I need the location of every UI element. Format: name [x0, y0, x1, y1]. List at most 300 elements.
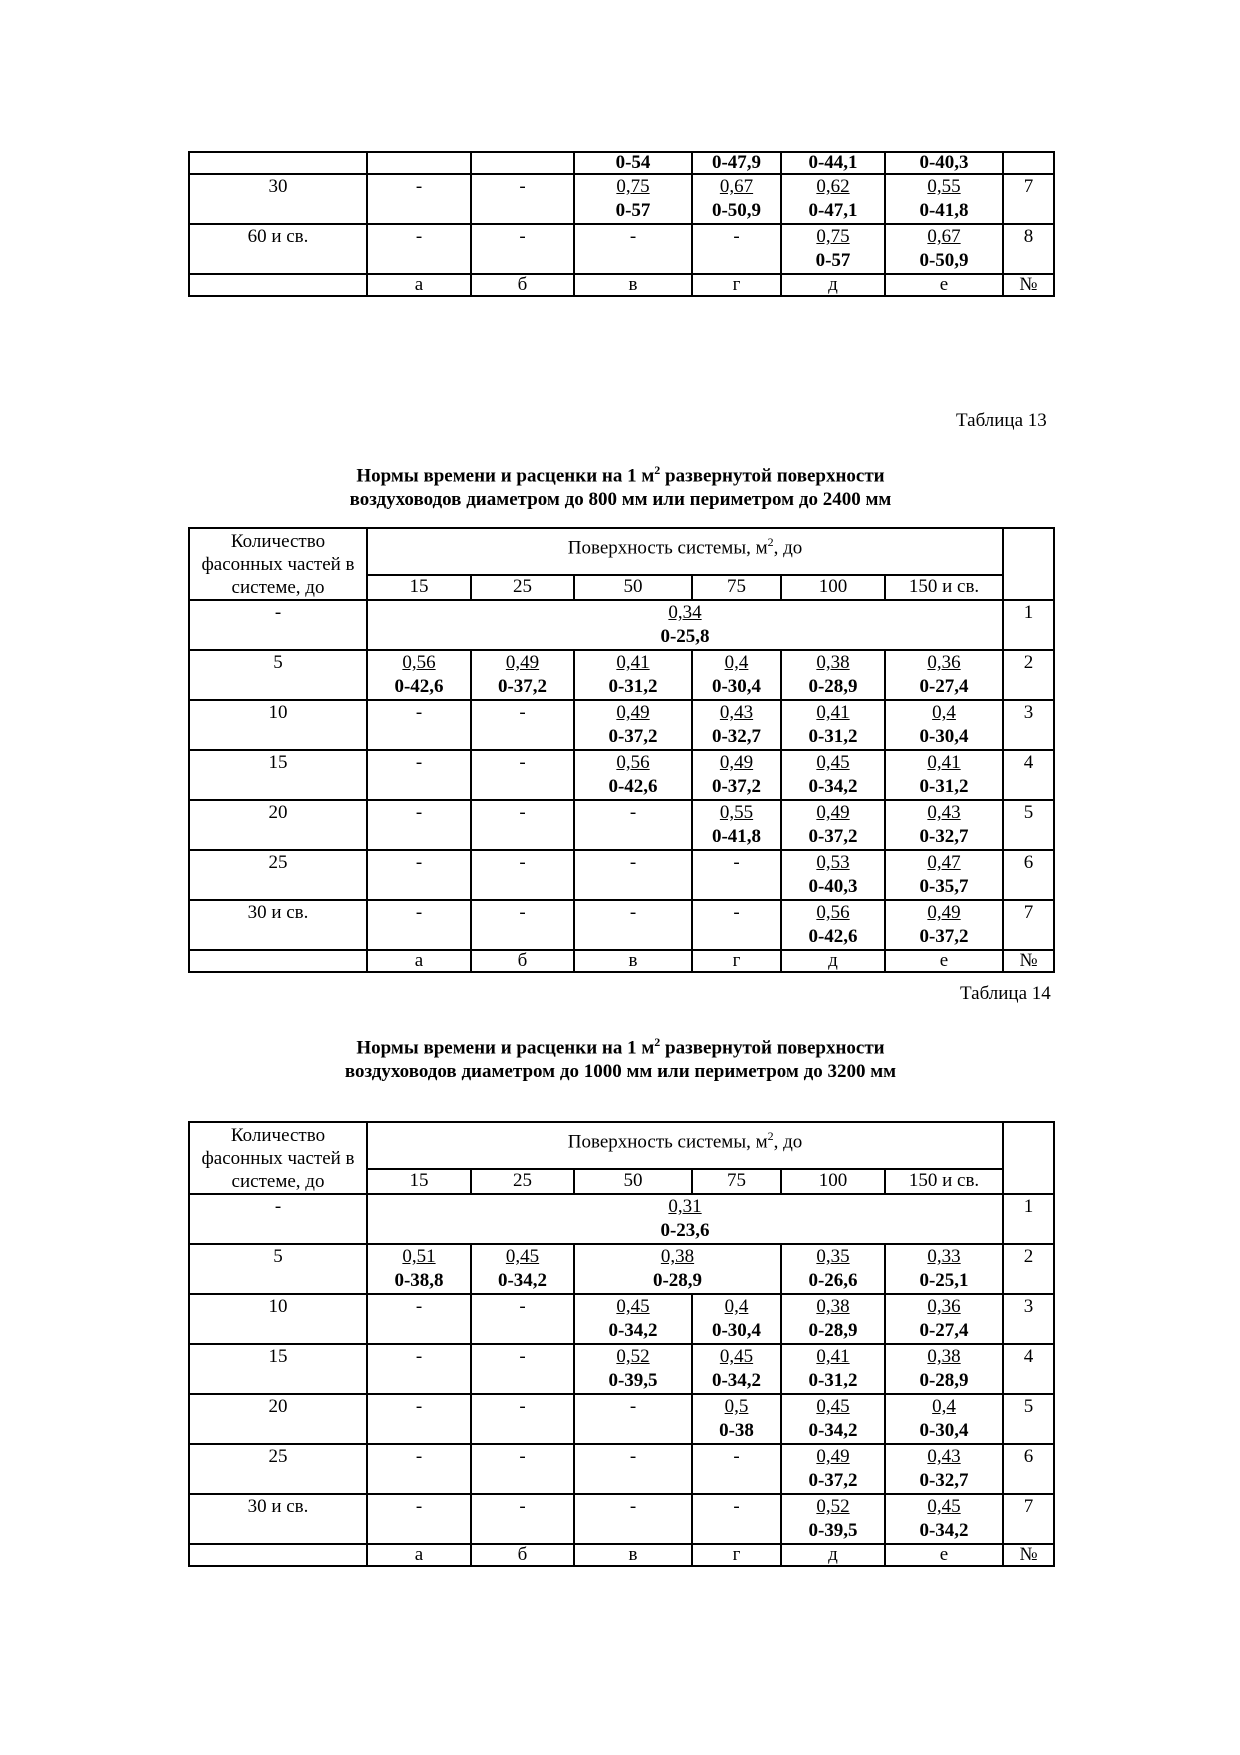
table-13-title: Нормы времени и расценки на 1 $м^2$ развернутой поверхности воздуховодов диаметром до 800 мм или периметром до 2400 мм	[349, 463, 892, 511]
norm-time-value: 0,49	[719, 752, 754, 773]
row-label-cell: 10	[189, 700, 367, 750]
rate-value: 0-40,3	[919, 152, 969, 173]
rate-value: 0-30,4	[711, 676, 762, 697]
value-cell	[471, 1344, 574, 1394]
value-cell	[367, 900, 471, 950]
table-row	[189, 224, 1054, 274]
rate-value: 0-42,6	[394, 676, 444, 697]
value-cell	[367, 850, 471, 900]
dash-value: -	[519, 1446, 526, 1467]
rate-value: 0-50,9	[711, 200, 762, 221]
norm-time-value: 0,49	[616, 702, 650, 723]
norm-time-value: 0,45	[616, 1296, 650, 1317]
norm-time-value: 0,52	[616, 1346, 650, 1367]
surface-column-header: 75	[692, 1169, 781, 1194]
value-cell	[885, 850, 1003, 900]
rate-value: 0-57	[815, 250, 851, 271]
value-cell	[471, 900, 574, 950]
dash-value: -	[415, 852, 423, 873]
table-row	[189, 600, 1054, 650]
rate-value: 0-34,2	[919, 1520, 969, 1541]
row-number-cell: 1	[1003, 1194, 1054, 1244]
rate-value: 0-37,2	[608, 726, 658, 747]
column-letter: г	[692, 1544, 781, 1566]
value-cell	[367, 800, 471, 850]
norm-time-value: 0,38	[927, 1346, 961, 1367]
norm-time-value: 0,41	[927, 752, 961, 773]
dash-value: -	[519, 702, 526, 723]
empty-cell	[189, 950, 367, 972]
rate-value: 0-32,7	[919, 1470, 969, 1491]
rate-value: 0-40,3	[808, 876, 858, 897]
row-number-cell: 4	[1003, 1344, 1054, 1394]
column-letter-row	[189, 274, 1054, 296]
table-row	[189, 1444, 1054, 1494]
dash-value: -	[629, 226, 637, 247]
row-number-cell: 7	[1003, 900, 1054, 950]
header-surface-text: Поверхность системы, м	[567, 1131, 768, 1153]
norm-time-value: 0,67	[927, 226, 961, 247]
value-cell	[574, 850, 692, 900]
norm-time-value: 0,55	[719, 802, 754, 823]
header-number-cell	[1003, 528, 1054, 600]
dash-value: -	[629, 1446, 637, 1467]
value-cell	[781, 800, 885, 850]
header-surface	[367, 1122, 1003, 1169]
rate-value: 0-41,8	[919, 200, 969, 221]
value-cell	[367, 750, 471, 800]
dash-value: -	[519, 752, 526, 773]
norm-time-value: 0,38	[816, 1296, 850, 1317]
value-cell	[692, 850, 781, 900]
dash-value: -	[519, 902, 526, 923]
table-row	[189, 1344, 1054, 1394]
table-13	[188, 527, 1055, 973]
value-cell	[367, 174, 471, 224]
dash-value: -	[519, 1496, 526, 1517]
row-number-cell: 3	[1003, 1294, 1054, 1344]
row-number-cell: 2	[1003, 1244, 1054, 1294]
dash-value: -	[733, 852, 740, 873]
value-cell	[574, 224, 692, 274]
value-cell	[471, 800, 574, 850]
dash-value: -	[629, 1496, 637, 1517]
row-number-cell: 4	[1003, 750, 1054, 800]
value-cell	[781, 900, 885, 950]
surface-column-header: 100	[781, 1169, 885, 1194]
rate-value: 0-37,2	[919, 926, 969, 947]
value-cell	[367, 600, 1003, 650]
row-label-cell: 25	[189, 850, 367, 900]
value-cell	[367, 1394, 471, 1444]
column-letter: е	[885, 274, 1003, 296]
value-cell	[471, 700, 574, 750]
value-cell	[692, 750, 781, 800]
row-label-cell: 30 и св.	[189, 900, 367, 950]
row-number-cell: 3	[1003, 700, 1054, 750]
dash-value: -	[519, 1346, 526, 1367]
table-12-continuation	[188, 151, 1055, 297]
norm-time-value: 0,36	[927, 1296, 961, 1317]
row-label-cell: 20	[189, 800, 367, 850]
row-label-cell: 20	[189, 1394, 367, 1444]
value-cell	[885, 1244, 1003, 1294]
row-label-cell: 5	[189, 650, 367, 700]
rate-value: 0-47,1	[808, 200, 858, 221]
value-cell	[471, 1494, 574, 1544]
column-letter: в	[574, 1544, 692, 1566]
norm-time-value: 0,51	[402, 1246, 436, 1267]
dash-value: -	[415, 802, 423, 823]
value-cell	[471, 750, 574, 800]
table-row	[189, 152, 1054, 174]
rate-value: 0-28,9	[808, 676, 858, 697]
header-surface	[367, 528, 1003, 575]
norm-time-value: 0,75	[616, 176, 650, 197]
value-cell	[885, 1344, 1003, 1394]
row-number-cell: 8	[1003, 224, 1054, 274]
value-cell	[885, 224, 1003, 274]
column-letter-row	[189, 1544, 1054, 1566]
header-surface-text: Поверхность системы, м	[567, 537, 768, 559]
dash-value: -	[519, 176, 526, 197]
value-cell	[692, 224, 781, 274]
value-cell	[781, 850, 885, 900]
value-cell	[471, 1294, 574, 1344]
value-cell	[781, 174, 885, 224]
value-cell	[574, 900, 692, 950]
value-cell	[885, 1394, 1003, 1444]
row-number-cell: 5	[1003, 1394, 1054, 1444]
dash-value: -	[415, 752, 423, 773]
table-row	[189, 700, 1054, 750]
header-row	[189, 1122, 1054, 1169]
table-14-title: Нормы времени и расценки на 1 $м^2$ развернутой поверхности воздуховодов диаметром до 1000 мм или периметром до 3200 мм	[344, 1035, 897, 1083]
row-number-cell: 6	[1003, 1444, 1054, 1494]
column-letter: г	[692, 950, 781, 972]
value-cell	[781, 750, 885, 800]
rate-value: 0-26,6	[808, 1270, 858, 1291]
table-14-label: Таблица 14	[960, 983, 1051, 1004]
rate-value: 0-23,6	[660, 1220, 710, 1241]
value-cell	[367, 224, 471, 274]
surface-column-header: 100	[781, 575, 885, 600]
header-surface-suffix: , до	[773, 537, 803, 559]
rate-value: 0-34,2	[711, 1370, 762, 1391]
value-cell	[885, 650, 1003, 700]
value-cell	[692, 650, 781, 700]
header-row	[189, 528, 1054, 575]
rate-value: 0-31,2	[808, 726, 858, 747]
table-row	[189, 1244, 1054, 1294]
norm-time-value: 0,41	[816, 1346, 850, 1367]
value-cell	[574, 700, 692, 750]
norm-time-value: 0,55	[927, 176, 961, 197]
value-cell	[885, 152, 1003, 174]
value-cell	[692, 1444, 781, 1494]
row-number-cell: 7	[1003, 1494, 1054, 1544]
header-surface-sup: 2	[767, 1129, 774, 1143]
header-fittings-count: Количество фасонных частей в системе, до	[189, 1122, 367, 1194]
row-label-cell: 15	[189, 750, 367, 800]
row-number-cell: 6	[1003, 850, 1054, 900]
dash-value: -	[733, 1496, 740, 1517]
value-cell	[574, 1344, 692, 1394]
surface-column-header: 25	[471, 575, 574, 600]
value-cell	[574, 1494, 692, 1544]
norm-time-value: 0,75	[816, 226, 850, 247]
value-cell	[471, 1394, 574, 1444]
dash-value: -	[629, 852, 637, 873]
norm-time-value: 0,45	[816, 1396, 850, 1417]
value-cell	[367, 1194, 1003, 1244]
dash-value: -	[519, 226, 526, 247]
rate-value: 0-50,9	[919, 250, 969, 271]
value-cell	[692, 800, 781, 850]
rate-value: 0-28,9	[919, 1370, 969, 1391]
dash-value: -	[629, 902, 637, 923]
row-label-cell: -	[189, 600, 367, 650]
table-row	[189, 1394, 1054, 1444]
value-cell	[692, 152, 781, 174]
rate-value: 0-28,9	[808, 1320, 858, 1341]
value-cell	[471, 650, 574, 700]
value-cell	[471, 152, 574, 174]
dash-value: -	[415, 702, 423, 723]
norm-time-value: 0,49	[816, 802, 850, 823]
dash-value: -	[629, 1396, 637, 1417]
value-cell	[781, 650, 885, 700]
norm-time-value: 0,52	[816, 1496, 850, 1517]
norm-time-value: 0,43	[927, 1446, 961, 1467]
rate-value: 0-30,4	[919, 726, 969, 747]
rate-value: 0-31,2	[919, 776, 969, 797]
value-cell	[781, 1294, 885, 1344]
rate-value: 0-31,2	[808, 1370, 858, 1391]
rate-value: 0-44,1	[808, 152, 858, 173]
column-letter: а	[367, 274, 471, 296]
value-cell	[471, 224, 574, 274]
column-letter: е	[885, 1544, 1003, 1566]
rate-value: 0-34,2	[497, 1270, 548, 1291]
header-surface-suffix: , до	[773, 1131, 803, 1153]
rate-value: 0-47,9	[711, 152, 762, 173]
row-number-cell: 7	[1003, 174, 1054, 224]
value-cell	[692, 1394, 781, 1444]
rate-value: 0-37,2	[808, 826, 858, 847]
dash-value: -	[519, 852, 526, 873]
row-label-cell	[189, 152, 367, 174]
value-cell	[367, 1494, 471, 1544]
surface-column-header: 15	[367, 1169, 471, 1194]
rate-value: 0-57	[615, 200, 651, 221]
value-cell	[781, 1494, 885, 1544]
surface-column-header: 15	[367, 575, 471, 600]
dash-value: -	[629, 802, 637, 823]
norm-time-value: 0,41	[816, 702, 850, 723]
norm-time-value: 0,49	[505, 652, 540, 673]
norm-time-value: 0,5	[724, 1396, 749, 1417]
norm-time-value: 0,43	[719, 702, 754, 723]
surface-column-header: 50	[574, 575, 692, 600]
dash-value: -	[415, 1296, 423, 1317]
dash-value: -	[415, 902, 423, 923]
norm-time-value: 0,56	[616, 752, 650, 773]
row-label-cell: -	[189, 1194, 367, 1244]
row-number-cell	[1003, 152, 1054, 174]
value-cell	[574, 152, 692, 174]
value-cell	[574, 1394, 692, 1444]
dash-value: -	[519, 1396, 526, 1417]
dash-value: -	[415, 1446, 423, 1467]
rate-value: 0-30,4	[919, 1420, 969, 1441]
norm-time-value: 0,35	[816, 1246, 850, 1267]
norm-time-value: 0,49	[927, 902, 961, 923]
rate-value: 0-38	[719, 1420, 754, 1441]
dash-value: -	[519, 1296, 526, 1317]
rate-value: 0-41,8	[711, 826, 762, 847]
dash-value: -	[733, 902, 740, 923]
row-label-cell: 5	[189, 1244, 367, 1294]
rate-value: 0-27,4	[919, 1320, 969, 1341]
table-row	[189, 650, 1054, 700]
norm-time-value: 0,47	[927, 852, 961, 873]
rate-value: 0-42,6	[608, 776, 658, 797]
value-cell	[367, 700, 471, 750]
dash-value: -	[415, 176, 423, 197]
value-cell	[367, 1444, 471, 1494]
value-cell	[781, 700, 885, 750]
dash-value: -	[415, 1346, 423, 1367]
rate-value: 0-42,6	[808, 926, 858, 947]
rate-value: 0-25,8	[660, 626, 710, 647]
column-letter: а	[367, 950, 471, 972]
column-letter: г	[692, 274, 781, 296]
norm-time-value: 0,67	[719, 176, 754, 197]
value-cell	[471, 1444, 574, 1494]
table-14	[188, 1121, 1055, 1567]
rate-value: 0-32,7	[919, 826, 969, 847]
norm-time-value: 0,4	[724, 652, 749, 673]
value-cell	[471, 1244, 574, 1294]
dash-value: -	[415, 1496, 423, 1517]
column-letter: б	[471, 950, 574, 972]
value-cell	[885, 750, 1003, 800]
rate-value: 0-30,4	[711, 1320, 762, 1341]
norm-time-value: 0,43	[927, 802, 961, 823]
value-cell	[692, 700, 781, 750]
value-cell	[471, 174, 574, 224]
dash-value: -	[415, 226, 423, 247]
value-cell	[574, 800, 692, 850]
value-cell	[885, 1294, 1003, 1344]
value-cell	[574, 1244, 781, 1294]
value-cell	[367, 1344, 471, 1394]
rate-value: 0-31,2	[608, 676, 658, 697]
column-letter: в	[574, 274, 692, 296]
value-cell	[692, 1494, 781, 1544]
value-cell	[885, 1444, 1003, 1494]
table-row	[189, 1294, 1054, 1344]
value-cell	[574, 750, 692, 800]
header-number-cell	[1003, 1122, 1054, 1194]
value-cell	[574, 1294, 692, 1344]
row-number-cell: 2	[1003, 650, 1054, 700]
norm-time-value: 0,53	[816, 852, 850, 873]
dash-value: -	[519, 802, 526, 823]
value-cell	[367, 650, 471, 700]
number-sign: №	[1003, 950, 1054, 972]
column-letter: д	[781, 274, 885, 296]
norm-time-value: 0,34	[668, 602, 702, 623]
dash-value: -	[733, 1446, 740, 1467]
norm-time-value: 0,56	[402, 652, 436, 673]
norm-time-value: 0,31	[668, 1196, 702, 1217]
row-number-cell: 1	[1003, 600, 1054, 650]
value-cell	[692, 1294, 781, 1344]
column-letter: в	[574, 950, 692, 972]
column-letter: е	[885, 950, 1003, 972]
column-letter: б	[471, 274, 574, 296]
norm-time-value: 0,41	[616, 652, 650, 673]
value-cell	[471, 850, 574, 900]
norm-time-value: 0,45	[927, 1496, 961, 1517]
row-label-cell: 25	[189, 1444, 367, 1494]
norm-time-value: 0,38	[660, 1246, 695, 1267]
empty-cell	[189, 1544, 367, 1566]
column-letter: д	[781, 1544, 885, 1566]
row-label-cell: 30	[189, 174, 367, 224]
norm-time-value: 0,36	[927, 652, 961, 673]
norm-time-value: 0,4	[932, 702, 956, 723]
value-cell	[574, 174, 692, 224]
value-cell	[574, 1444, 692, 1494]
rate-value: 0-25,1	[919, 1270, 969, 1291]
value-cell	[885, 1494, 1003, 1544]
rate-value: 0-37,2	[497, 676, 548, 697]
rate-value: 0-28,9	[652, 1270, 703, 1291]
number-sign: №	[1003, 274, 1054, 296]
surface-column-header: 75	[692, 575, 781, 600]
rate-value: 0-32,7	[711, 726, 762, 747]
norm-time-value: 0,4	[724, 1296, 749, 1317]
rate-value: 0-54	[615, 152, 651, 173]
column-letter: а	[367, 1544, 471, 1566]
value-cell	[781, 224, 885, 274]
dash-value: -	[415, 1396, 423, 1417]
table-row	[189, 850, 1054, 900]
table-13-label: Таблица 13	[956, 410, 1047, 431]
table-row	[189, 174, 1054, 224]
rate-value: 0-35,7	[919, 876, 969, 897]
table-row	[189, 1494, 1054, 1544]
column-letter: д	[781, 950, 885, 972]
rate-value: 0-34,2	[808, 776, 858, 797]
value-cell	[367, 152, 471, 174]
column-letter-row	[189, 950, 1054, 972]
table-row	[189, 800, 1054, 850]
value-cell	[781, 1444, 885, 1494]
norm-time-value: 0,49	[816, 1446, 850, 1467]
surface-column-header: 150 и св.	[885, 575, 1003, 600]
value-cell	[885, 700, 1003, 750]
value-cell	[781, 1394, 885, 1444]
number-sign: №	[1003, 1544, 1054, 1566]
empty-cell	[189, 274, 367, 296]
dash-value: -	[733, 226, 740, 247]
surface-column-header: 150 и св.	[885, 1169, 1003, 1194]
table-row	[189, 1194, 1054, 1244]
